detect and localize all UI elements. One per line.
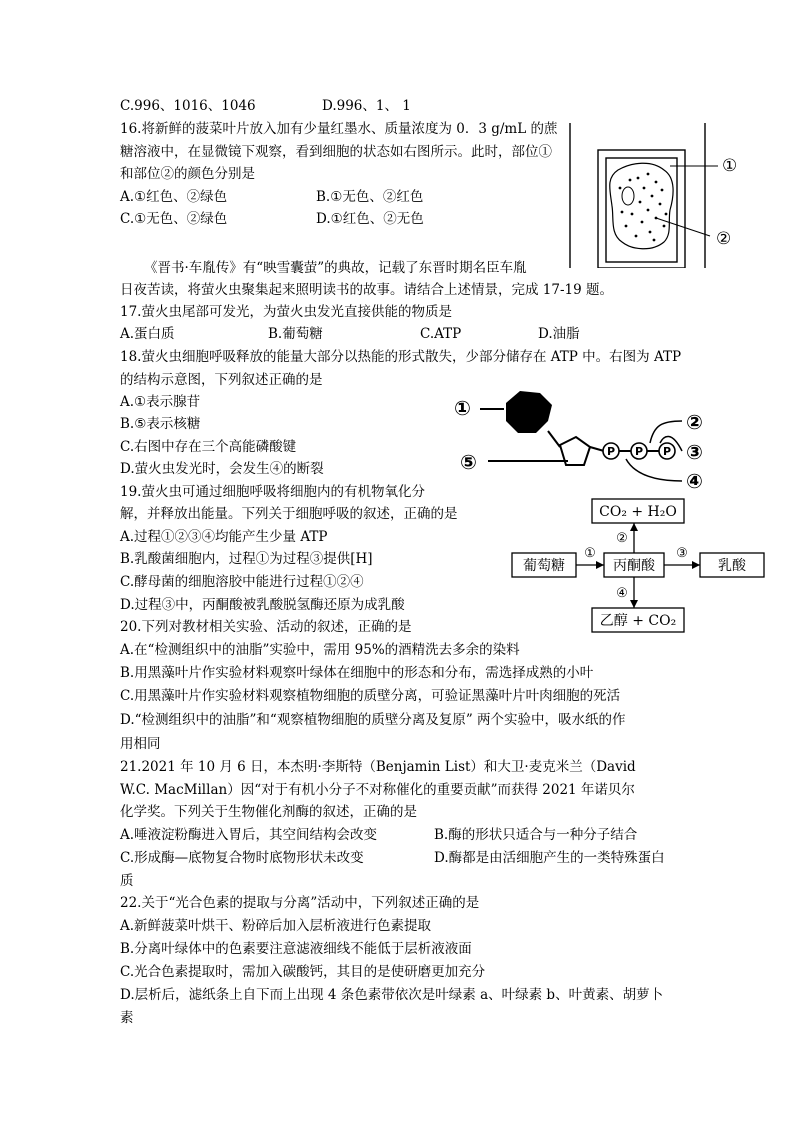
q19-stem: 19.萤火虫可通过细胞呼吸将细胞内的有机物氧化分 [120, 484, 425, 500]
ethanol-co2-box: 乙醇 + CO₂ [599, 613, 677, 629]
q16-stem: 16.将新鲜的菠菜叶片放入加有少量红墨水、质量浓度为 0．3 g/mL 的蔗 [120, 121, 558, 137]
q16-option-a: A.①红色、②绿色 [120, 189, 228, 205]
q20-option-b: B.用黑藻叶片作实验材料观察叶绿体在细胞中的形态和分布，需选择成熟的小叶 [120, 665, 594, 681]
step-1-label: ① [584, 546, 596, 561]
q22-option-a: A.新鲜菠菜叶烘干、粉碎后加入层析液进行色素提取 [120, 918, 432, 934]
q16-stem: 糖溶液中，在显微镜下观察，看到细胞的状态如右图所示。此时，部位① [120, 144, 552, 160]
q16-stem: 和部位②的颜色分别是 [120, 166, 255, 182]
q21-option-d: D.酶都是由活细胞产生的一类特殊蛋白 [434, 850, 665, 866]
q16-option-b: B.①无色、②红色 [316, 189, 424, 205]
q21-option-c: C.形成酶—底物复合物时底物形状未改变 [120, 850, 364, 866]
atp-label-3: ③ [686, 440, 703, 464]
intro-text: 《晋书·车胤传》有“映雪囊萤”的典故，记载了东晋时期名臣车胤 [144, 260, 527, 276]
atp-label-2: ② [686, 410, 703, 434]
q21-option-d: 质 [120, 873, 134, 889]
q22-option-b: B.分离叶绿体中的色素要注意滤液细线不能低于层析液液面 [120, 941, 472, 957]
q19-option-d: D.过程③中，丙酮酸被乳酸脱氢酶还原为成乳酸 [120, 597, 405, 613]
q18-option-c: C.右图中存在三个高能磷酸键 [120, 439, 297, 455]
lactate-box: 乳酸 [718, 558, 746, 574]
q16-option-d: D.①红色、②无色 [316, 211, 424, 227]
q17-option-c: C.ATP [420, 326, 462, 342]
pyruvate-box: 丙酮酸 [613, 558, 655, 574]
glucose-box: 葡萄糖 [523, 558, 565, 574]
q20-option-d: D.“检测组织中的油脂”和“观察植物细胞的质壁分离及复原” 两个实验中，吸水纸的作 [120, 712, 626, 728]
q21-option-b: B.酶的形状只适合与一种分子结合 [434, 827, 638, 843]
q15-option-d: D.996、1、 1 [322, 98, 411, 114]
respiration-pathway-figure [508, 495, 770, 637]
adenine-base [506, 391, 552, 433]
q20-option-d: 用相同 [120, 736, 161, 752]
q18-stem: 18.萤火虫细胞呼吸释放的能量大部分以热能的形式散失，少部分储存在 ATP 中。右图为 ATP [120, 349, 682, 365]
phosphate-1: P [606, 445, 616, 458]
q19-option-b: B.乳酸菌细胞内，过程①为过程③提供[H] [120, 551, 373, 567]
q17-stem: 17.萤火虫尾部可发光，为萤火虫发光直接供能的物质是 [120, 304, 452, 320]
phosphate-2: P [634, 445, 644, 458]
q15-option-c: C.996、1016、1046 [120, 98, 256, 114]
atp-label-4: ④ [686, 469, 703, 493]
cell-label-2: ② [716, 229, 732, 249]
step-4-label: ④ [616, 586, 628, 601]
q19-stem: 解，并释放出能量。下列关于细胞呼吸的叙述，正确的是 [120, 506, 458, 522]
q21-option-a: A.唾液淀粉酶进入胃后，其空间结构会改变 [120, 827, 378, 843]
q22-stem: 22.关于“光合色素的提取与分离”活动中，下列叙述正确的是 [120, 895, 480, 911]
q21-stem: 21.2021 年 10 月 6 日，本杰明·李斯特（Benjamin List）和大卫·麦克米兰（David [120, 759, 636, 775]
q18-option-b: B.⑤表示核糖 [120, 416, 201, 432]
q18-stem: 的结构示意图，下列叙述正确的是 [120, 372, 323, 388]
q18-option-a: A.①表示腺苷 [120, 394, 201, 410]
q21-stem: W.C. MacMillan）因“对于有机小分子不对称催化的重要贡献”而获得 2021 年诺贝尔 [120, 782, 635, 798]
q20-option-a: A.在“检测组织中的油脂”实验中，需用 95%的酒精洗去多余的染料 [120, 642, 520, 658]
q17-option-d: D.油脂 [538, 326, 580, 342]
q17-option-a: A.蛋白质 [120, 326, 175, 342]
plant-cell-figure [560, 118, 790, 268]
q20-option-c: C.用黑藻叶片作实验材料观察植物细胞的质壁分离，可验证黑藻叶片叶肉细胞的死活 [120, 688, 621, 704]
q19-option-c: C.酵母菌的细胞溶胶中能进行过程①②④ [120, 574, 364, 590]
phosphate-3: P [662, 445, 672, 458]
step-2-label: ② [616, 531, 628, 546]
q22-option-c: C.光合色素提取时，需加入碳酸钙，其目的是使研磨更加充分 [120, 964, 486, 980]
q17-option-b: B.葡萄糖 [268, 326, 323, 342]
q18-option-d: D.萤火虫发光时，会发生④的断裂 [120, 461, 324, 477]
atp-structure-figure [450, 385, 720, 495]
co2-h2o-box: CO₂ + H₂O [599, 504, 677, 520]
q16-option-c: C.①无色、②绿色 [120, 211, 228, 227]
cell-label-1: ① [722, 156, 738, 176]
q22-option-d: D.层析后，滤纸条上自下而上出现 4 条色素带依次是叶绿素 a、叶绿素 b、叶黄素、胡萝卜 [120, 987, 664, 1003]
q22-option-d: 素 [120, 1010, 134, 1026]
step-3-label: ③ [676, 546, 688, 561]
intro-text: 日夜苦读，将萤火虫聚集起来照明读书的故事。请结合上述情景，完成 17-19 题。 [120, 282, 613, 298]
q20-stem: 20.下列对教材相关实验、活动的叙述，正确的是 [120, 619, 412, 635]
q21-stem: 化学奖。下列关于生物催化剂酶的叙述，正确的是 [120, 804, 417, 820]
q19-option-a: A.过程①②③④均能产生少量 ATP [120, 529, 328, 545]
atp-label-1: ① [454, 396, 471, 420]
atp-label-5: ⑤ [460, 450, 477, 474]
